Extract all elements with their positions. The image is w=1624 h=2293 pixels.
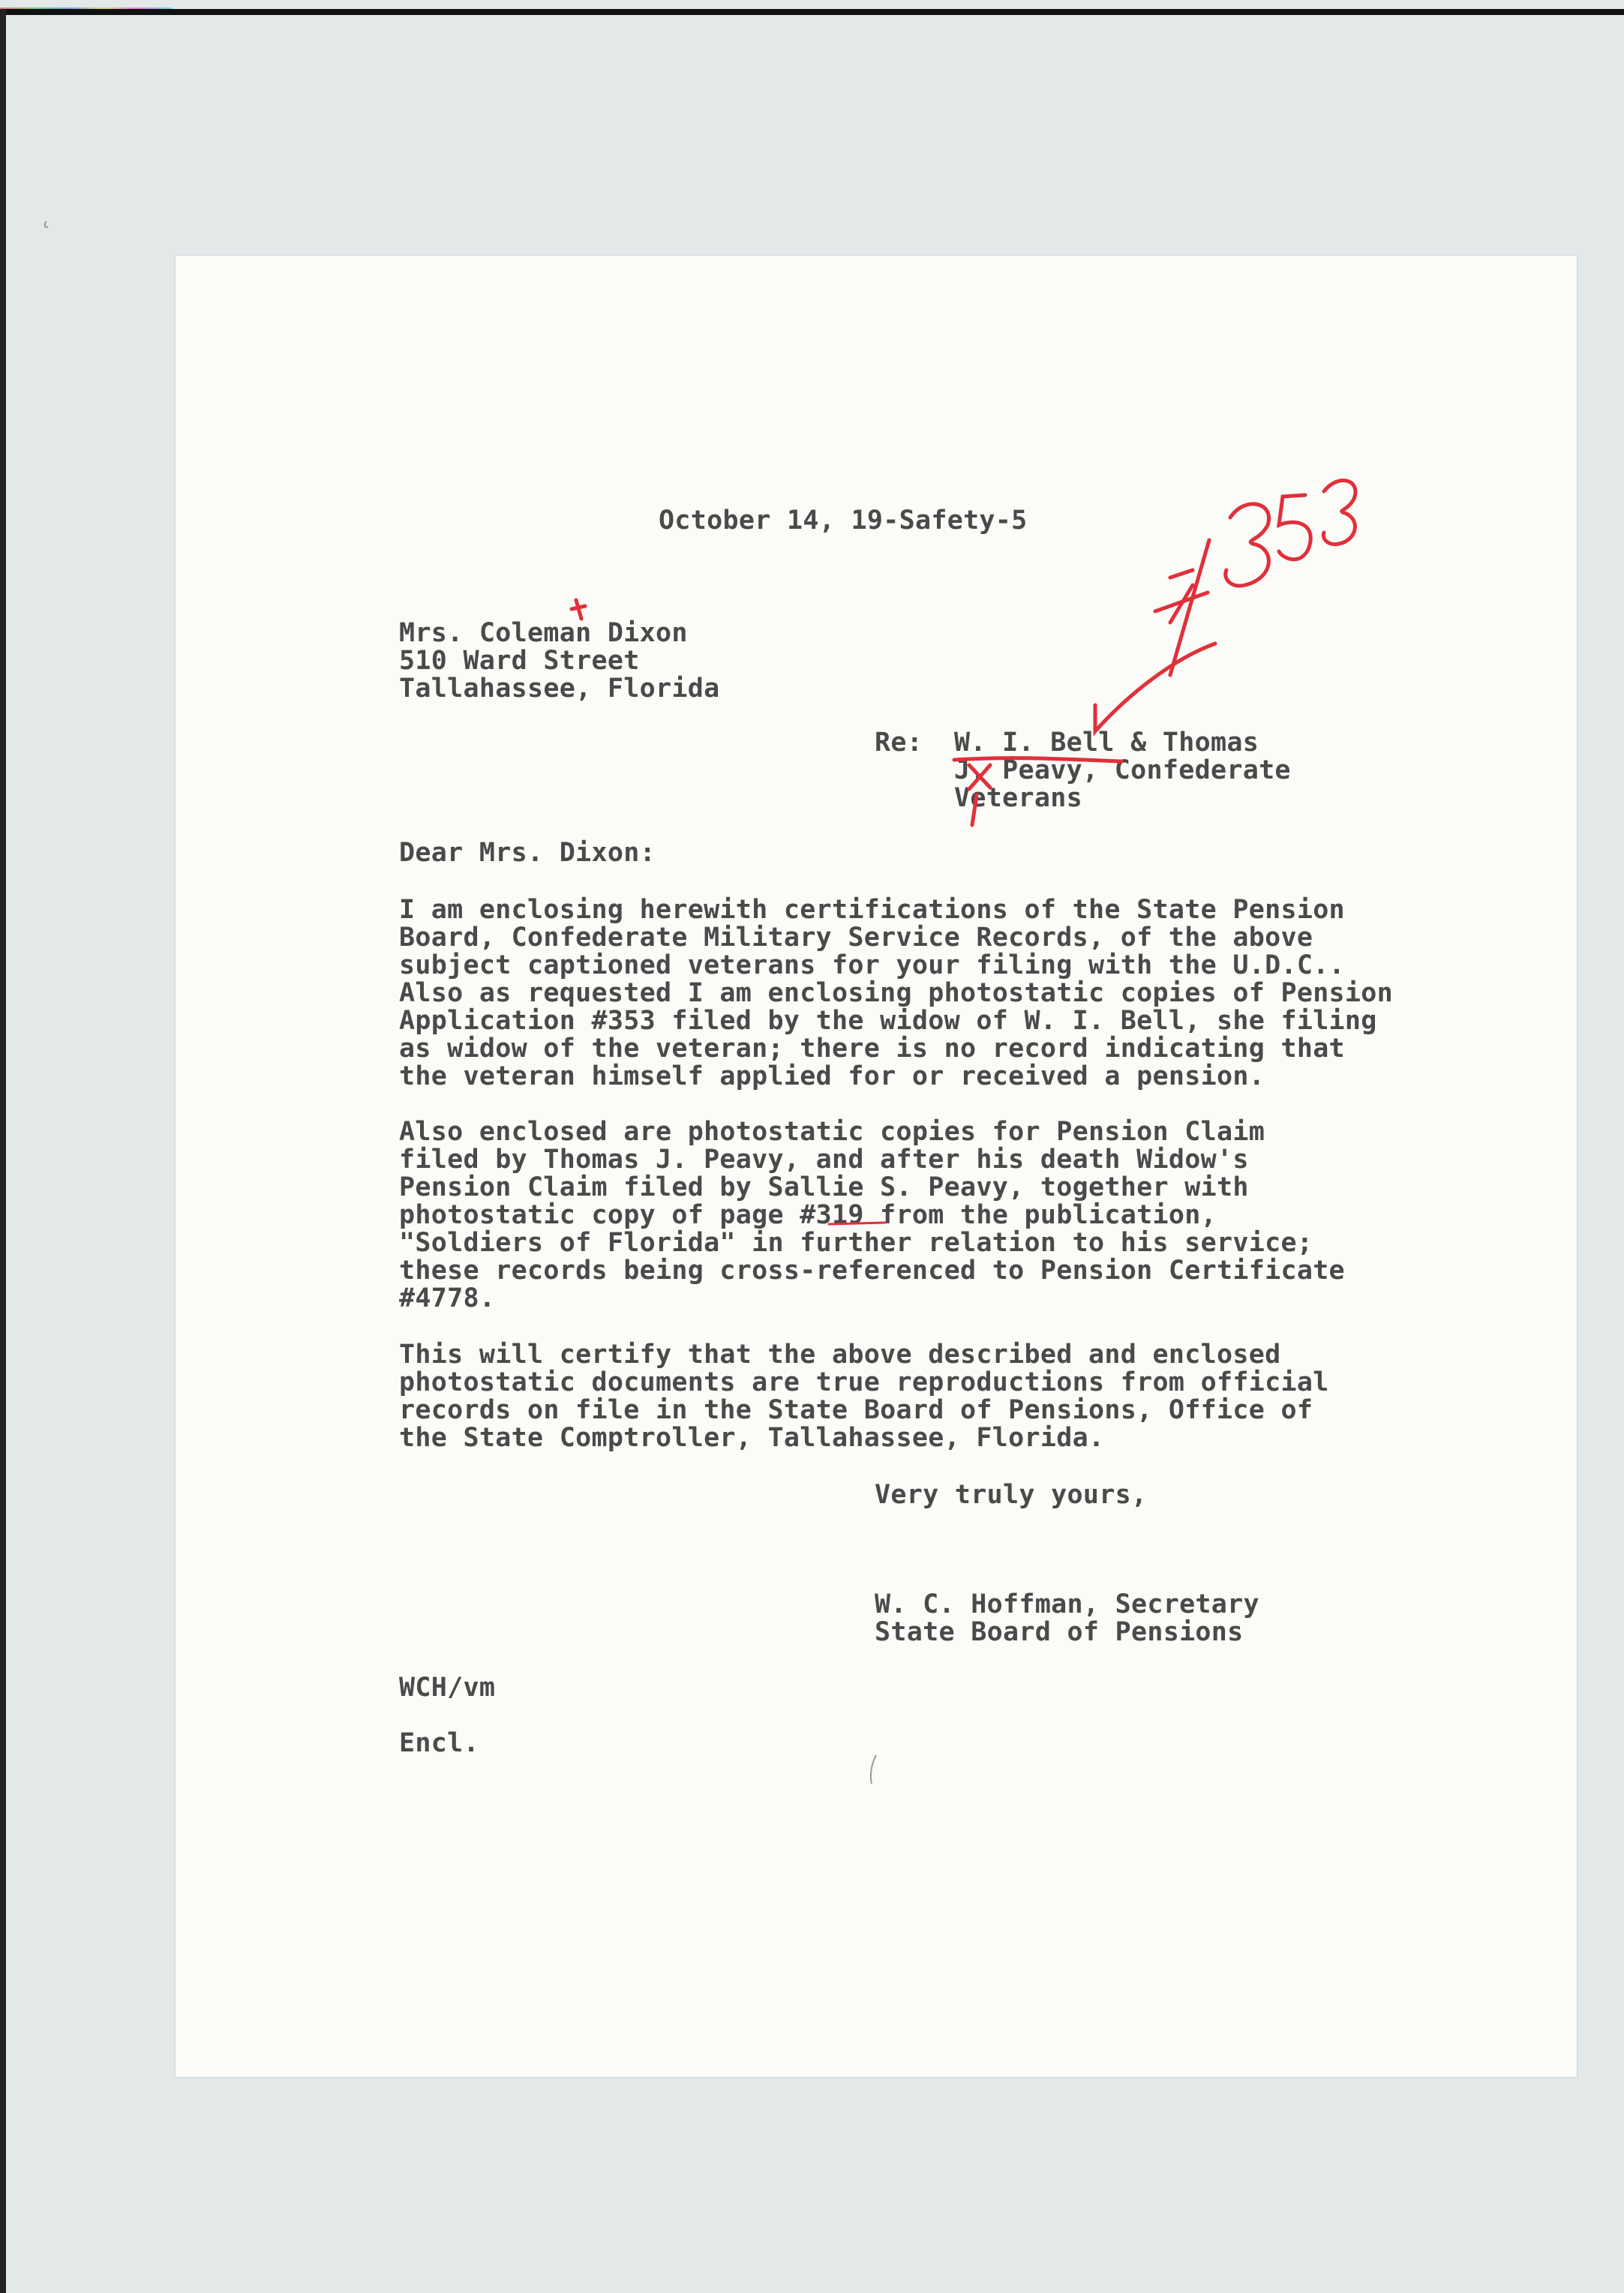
- closing: Very truly yours,: [875, 1480, 1148, 1510]
- body-line: I am enclosing herewith certifications of the State Pension: [399, 895, 1345, 925]
- body-line: This will certify that the above described and enclosed: [399, 1340, 1281, 1370]
- enclosure-note: Encl.: [399, 1728, 479, 1758]
- body-line: "Soldiers of Florida" in further relation to his service;: [399, 1228, 1313, 1258]
- re-subject: [954, 729, 1291, 812]
- signature-title: State Board of Pensions: [875, 1617, 1244, 1647]
- body-line: filed by Thomas J. Peavy, and after his death Widow's: [399, 1145, 1249, 1175]
- recipient-address: [399, 620, 719, 703]
- letter-date: October 14, 19-Safety-5: [659, 506, 1028, 536]
- scan-border-top: [0, 9, 1624, 15]
- paragraph-3: [399, 1341, 1329, 1452]
- paragraph-1: [399, 896, 1393, 1091]
- scan-speck: [45, 221, 48, 227]
- body-line: Application #353 filed by the widow of W. I. Bell, she filing: [399, 1006, 1377, 1036]
- body-line: #4778.: [399, 1283, 496, 1313]
- body-line: photostatic documents are true reproductions from official: [399, 1367, 1329, 1397]
- body-line: Also as requested I am enclosing photostatic copies of Pension: [399, 978, 1394, 1008]
- body-line: as widow of the veteran; there is no record indicating that: [399, 1034, 1345, 1064]
- re-line: W. I. Bell & Thomas: [954, 728, 1259, 758]
- re-line: J. Peavy, Confederate: [954, 755, 1291, 785]
- re-line: Veterans: [954, 783, 1082, 813]
- body-line: the veteran himself applied for or received a pension.: [399, 1061, 1265, 1091]
- address-line: Mrs. Coleman Dixon: [399, 618, 688, 648]
- body-line: the State Comptroller, Tallahassee, Florida.: [399, 1423, 1105, 1453]
- salutation: Dear Mrs. Dixon:: [399, 838, 656, 868]
- body-line: records on file in the State Board of Pensions, Office of: [399, 1395, 1313, 1425]
- initials: WCH/vm: [399, 1673, 496, 1703]
- body-line: these records being cross-referenced to Pension Certificate: [399, 1256, 1345, 1286]
- scan-border-left: [0, 9, 6, 2293]
- address-line: Tallahassee, Florida: [399, 674, 720, 704]
- body-line: subject captioned veterans for your filing with the U.D.C..: [399, 950, 1345, 980]
- body-line: Board, Confederate Military Service Records, of the above: [399, 923, 1313, 953]
- body-line: Also enclosed are photostatic copies for Pension Claim: [399, 1117, 1265, 1147]
- body-line: photostatic copy of page #319 from the publication,: [399, 1200, 1217, 1230]
- address-line: 510 Ward Street: [399, 646, 640, 676]
- signature-name: W. C. Hoffman, Secretary: [875, 1589, 1259, 1619]
- paragraph-2: [399, 1118, 1345, 1313]
- body-line: Pension Claim filed by Sallie S. Peavy, together with: [399, 1172, 1249, 1202]
- re-label: Re:: [875, 728, 923, 758]
- signature-block: [875, 1591, 1259, 1646]
